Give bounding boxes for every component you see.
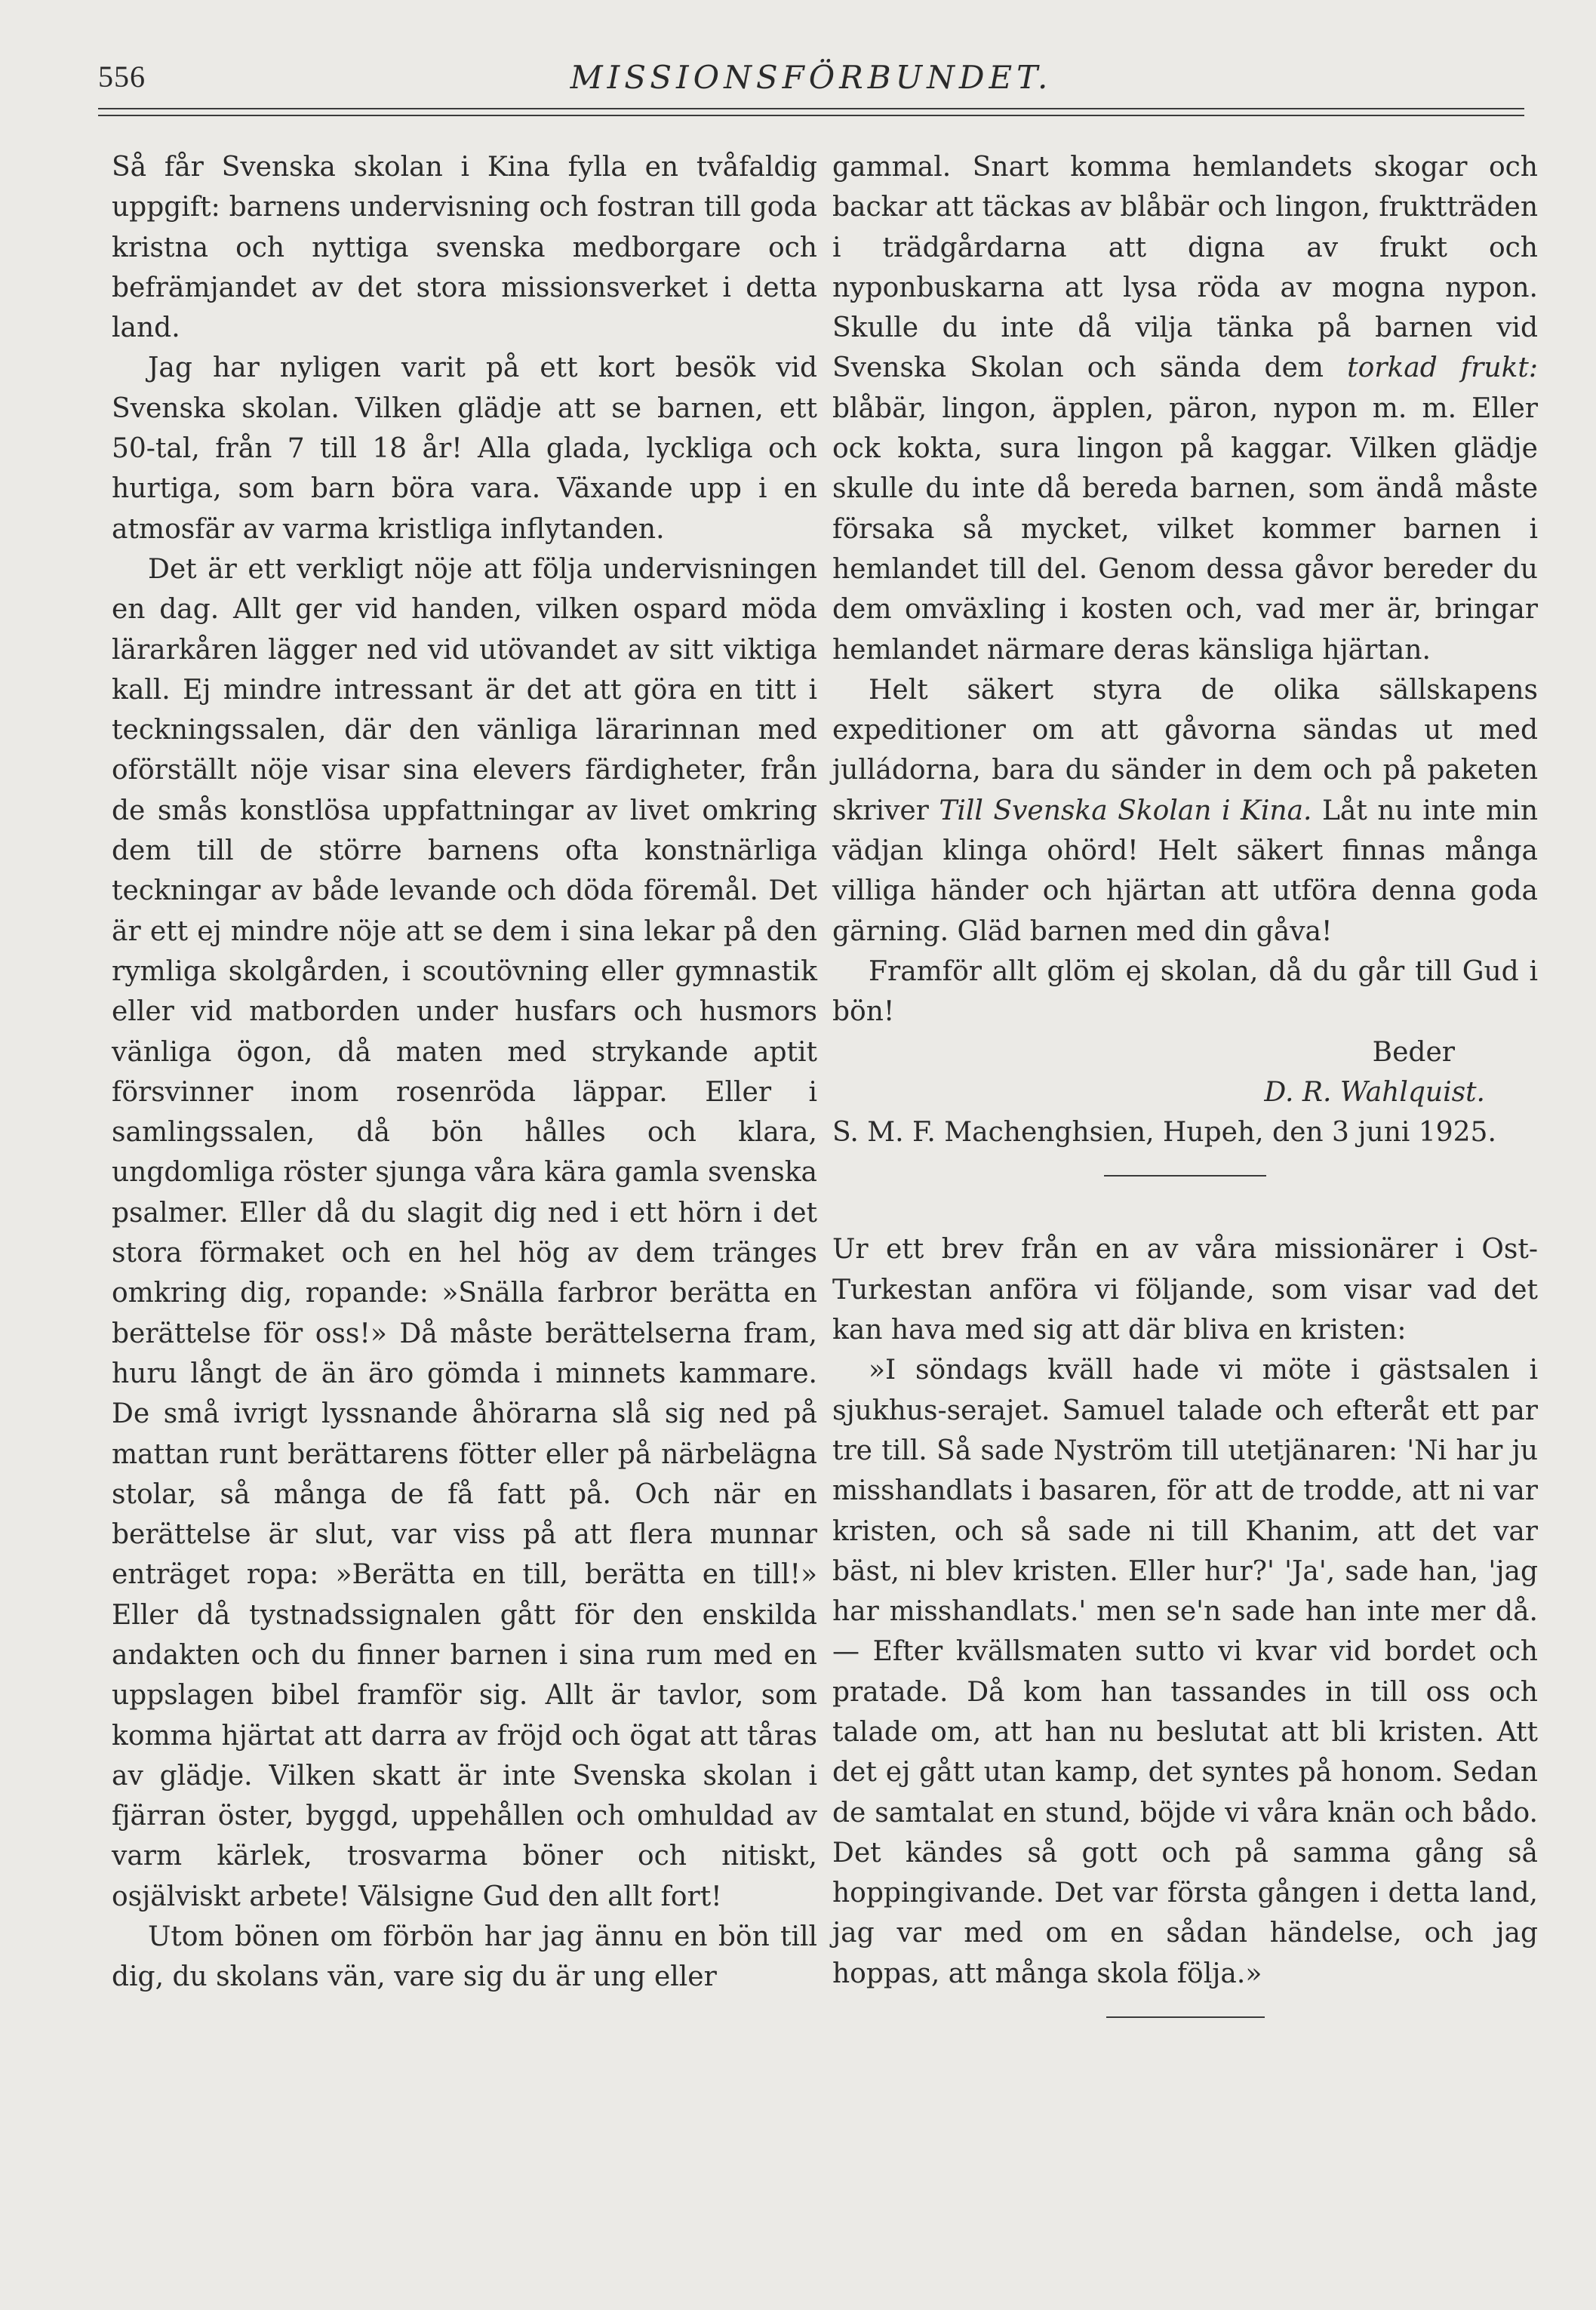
right-paragraph-2-text-b: Låt nu inte min vädjan klinga ohörd! Helt säkert finnas många villiga händer och hjärtan att utföra denna goda gärning. Gläd barnen med din gåva!: [832, 795, 1539, 947]
right-column: [832, 147, 1538, 2018]
right-paragraph-1-emphasis: torkad frukt:: [1347, 352, 1538, 384]
right-paragraph-1-text-b: blåbär, lingon, äpplen, päron, nypon m. m. Eller ock kokta, sura lingon på kaggar. Vilken glädje skulle du inte då bereda barnen, som ändå måste försaka så mycket, vilket kommer barnen i hemlandet till del. Genom dessa gåvor bereder du dem omväxling i kosten och, vad mer är, bringar hemlandet närmare deras känsliga hjärtan.: [832, 392, 1538, 666]
right-paragraph-2-text-a: Helt säkert styra de olika sällskapens expeditioner om att gåvorna sändas ut med julládorna, bara du sänder in dem och på paketen skriver: [832, 674, 1538, 826]
signature-name: D. R. Wahlquist.: [1264, 1076, 1485, 1108]
page-number: 556: [98, 60, 146, 94]
page-header: [98, 59, 1524, 104]
right-paragraph-2: [832, 670, 1538, 952]
right-paragraph-4: Ur ett brev från en av våra missionärer i Ost-Turkestan anföra vi följande, som visar vad det kan hava med sig att där bliva en kristen:: [832, 1234, 1538, 1346]
right-paragraph-2-emphasis: Till Svenska Skolan i Kina.: [939, 795, 1312, 826]
left-paragraph-1: Så får Svenska skolan i Kina fylla en tvåfaldig uppgift: barnens undervisning och fostran till goda kristna och nyttiga svenska medborgare och befrämjandet av det stora missionsverket i detta land.: [112, 152, 817, 344]
end-divider: [1106, 2016, 1265, 2018]
left-paragraph-3: Det är ett verkligt nöje att följa undervisningen en dag. Allt ger vid handen, vilken ospard möda lärarkåren lägger ned vid utövandet av sitt viktiga kall. Ej mindre intressant är det att göra en titt i teckningssalen, där den vänliga lärarinnan med oförställt nöje visar sina elevers färdigheter, från de smås konstlösa uppfattningar av livet omkring dem till de större barnens ofta konstnärliga teckningar av både levande och döda föremål. Det är ett ej mindre nöje att se dem i sina lekar på den rymliga skolgården, i scoutövning eller gymnastik eller vid matborden under husfars och husmors vänliga ögon, då maten med strykande aptit försvinner inom rosenröda läppar. Eller i samlingssalen, då bön hålles och klara, ungdomliga röster sjunga våra kära gamla svenska psalmer. Eller då du slagit dig ned i ett hörn i det stora förmaket och en hel hög av dem tränges omkring dig, ropande: »Snälla farbror berätta en berättelse för oss!» Då måste berättelserna fram, huru långt de än äro gömda i minnets kammare. De små ivrigt lyssnande åhörarna slå sig ned på mattan runt berättarens fötter eller på närbelägna stolar, så många de få fatt på. Och när en berättelse är slut, var viss på att flera munnar enträget ropa: »Berätta en till, berätta en till!» Eller då tystnadssignalen gått för den enskilda andakten och du finner barnen i sina rum med en uppslagen bibel framför sig. Allt är tavlor, som komma hjärtat att darra av fröjd och ögat att tåras av glädje. Vilken skatt är inte Svenska skolan i fjärran öster, byggd, uppehållen och omhuldad av varm kärlek, trosvarma böner och nitiskt, osjälviskt arbete! Välsigne Gud den allt fort!: [112, 553, 817, 1912]
right-paragraph-3: Framför allt glöm ej skolan, då du går till Gud i bön!: [832, 955, 1538, 1028]
place-date: S. M. F. Machenghsien, Hupeh, den 3 juni 1925.: [832, 1117, 1496, 1149]
header-double-rule: [98, 108, 1524, 116]
journal-title: MISSIONSFÖRBUNDET.: [570, 59, 1053, 96]
left-column: [112, 147, 817, 1998]
signature-verb: Beder: [1372, 1036, 1455, 1068]
right-paragraph-1: [832, 147, 1538, 670]
left-paragraph-4: Utom bönen om förbön har jag ännu en bön till dig, du skolans vän, vare sig du är ung eller: [112, 1921, 817, 1993]
left-paragraph-2: Jag har nyligen varit på ett kort besök vid Svenska skolan. Vilken glädje att se barnen, ett 50-tal, från 7 till 18 år! Alla glada, lyckliga och hurtiga, som barn böra vara. Växande upp i en atmosfär av varma kristliga inflytanden.: [112, 352, 817, 545]
signature-block: [832, 1032, 1538, 1113]
right-paragraph-5: »I söndags kväll hade vi möte i gästsalen i sjukhus-serajet. Samuel talade och efteråt ett par tre till. Så sade Nyström till utetjänaren: 'Ni har ju misshandlats i basaren, för att de trodde, att ni var kristen, och så sade ni till Khanim, att det var bäst, ni blev kristen. Eller hur?' 'Ja', sade han, 'jag har misshandlats.' men se'n sade han inte mer då. — Efter kvällsmaten sutto vi kvar vid bordet och pratade. Då kom han tassandes in till oss och talade om, att han nu beslutat att bli kristen. Att det ej gått utan kamp, det syntes på honom. Sedan de samtalat en stund, böjde vi våra knän och bådo. Det kändes så gott och på samma gång så hoppingivande. Det var första gången i detta land, jag var med om en sådan händelse, och jag hoppas, att många skola följa.»: [832, 1355, 1538, 1989]
right-paragraph-1-text-a: gammal. Snart komma hemlandets skogar och backar att täckas av blåbär och lingon, fruktträden i trädgårdarna att digna av frukt och nyponbuskarna att lysa röda av mogna nypon. Skulle du inte då vilja tänka på barnen vid Svenska Skolan och sända dem: [832, 152, 1538, 384]
section-divider: [1104, 1175, 1266, 1177]
